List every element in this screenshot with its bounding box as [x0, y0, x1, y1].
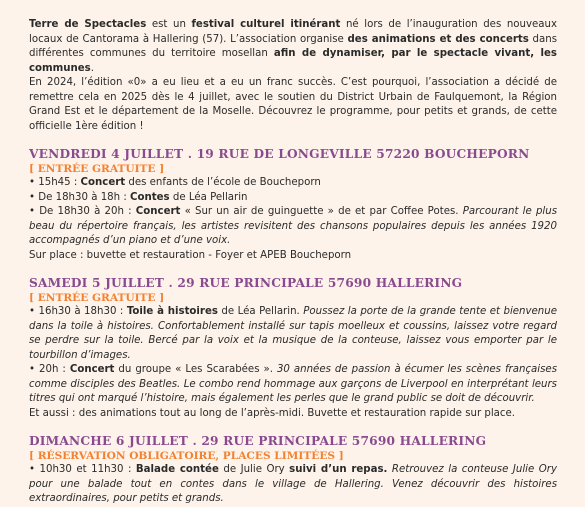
day-2-item-2: • 20h : Concert du groupe « Les Scarabées ». 30 années de passion à écumer les scènes françaises comme disciples des Beatles. Le combo rend hommage aux garçons de Liverpool en interprétant leurs titres qui ont marqué l’histoire, mais également les perles que le grand public se doit de découvrir.: [29, 364, 558, 404]
day-2-item-1: • 16h30 à 18h30 : Toile à histoires de Léa Pellarin. Poussez la porte de la grande tente et bienvenue dans la toile à histoires. Confortablement installé sur tapis moelleux et coussins, laissez votre regard se perdre sur la toile. Bercé par la voix et la musique de la conteuse, laissez vous emporter par le tourbillon d’images.: [29, 306, 557, 361]
festival-name: Terre de Spectacles: [29, 19, 147, 30]
day-1-onsite-info: Sur place : buvette et restauration - Foyer et APEB Boucheporn: [29, 249, 352, 261]
day-1-item-2: • De 18h30 à 18h : Contes de Léa Pellarin: [29, 191, 248, 203]
day-2-title: SAMEDI 5 JUILLET . 29 RUE PRINCIPALE 57690 HALLERING: [29, 276, 463, 290]
event-day-1: [29, 147, 557, 263]
day-1-item-3: • De 18h30 à 20h : Concert « Sur un air de guinguette » de et par Coffee Potes. Parcourant le plus beau du répertoire français, les artistes revisitent des chansons populaires depuis les années 1920 accompagnés d’un piano et d’une voix.: [29, 206, 558, 246]
day-3-title: DIMANCHE 6 JUILLET . 29 RUE PRINCIPALE 57690 HALLERING: [29, 434, 487, 448]
day-2-entry-badge: [ ENTRÉE GRATUITE ]: [29, 292, 165, 304]
intro-paragraph-2: En 2024, l’édition «0» a eu lieu et a eu un franc succès. C’est pourquoi, l’association a décidé de remettre cela en 2025 dès le 4 juillet, avec le soutien du District Urbain de Faulquemont, la Région Grand Est et le département de la Moselle. Découvrez le programme, pour petits et grands, de cette officielle 1ère édition !: [29, 77, 557, 132]
day-3-item-1: • 10h30 et 11h30 : Balade contée de Julie Ory suivi d’un repas. Retrouvez la conteuse Julie Ory pour une balade tout en contes dans le village de Hallering. Venez découvrir des histoires extraordinaires, pour petits et grands.: [29, 464, 557, 504]
day-3-reservation-badge: [ RÉSERVATION OBLIGATOIRE, PLACES LIMITÉES ]: [29, 450, 344, 462]
day-1-item-1: • 15h45 : Concert des enfants de l’école de Boucheporn: [29, 177, 321, 188]
event-day-2: [29, 276, 557, 421]
intro-paragraph-1: Terre de Spectacles est un festival culturel itinérant né lors de l’inauguration des nouveaux locaux de Cantorama à Hallering (57). L’association organise des animations et des concerts dans différentes communes du territoire mosellan afin de dynamiser, par le spectacle vivant, les communes.: [29, 19, 558, 74]
day-1-title: VENDREDI 4 JUILLET . 19 RUE DE LONGEVILLE 57220 BOUCHEPORN: [29, 147, 530, 161]
day-2-also-info: Et aussi : des animations tout au long de l’après-midi. Buvette et restauration rapide sur place.: [29, 407, 516, 419]
event-day-3: [29, 434, 557, 507]
intro-block: [29, 18, 557, 134]
day-1-entry-badge: [ ENTRÉE GRATUITE ]: [29, 163, 165, 175]
